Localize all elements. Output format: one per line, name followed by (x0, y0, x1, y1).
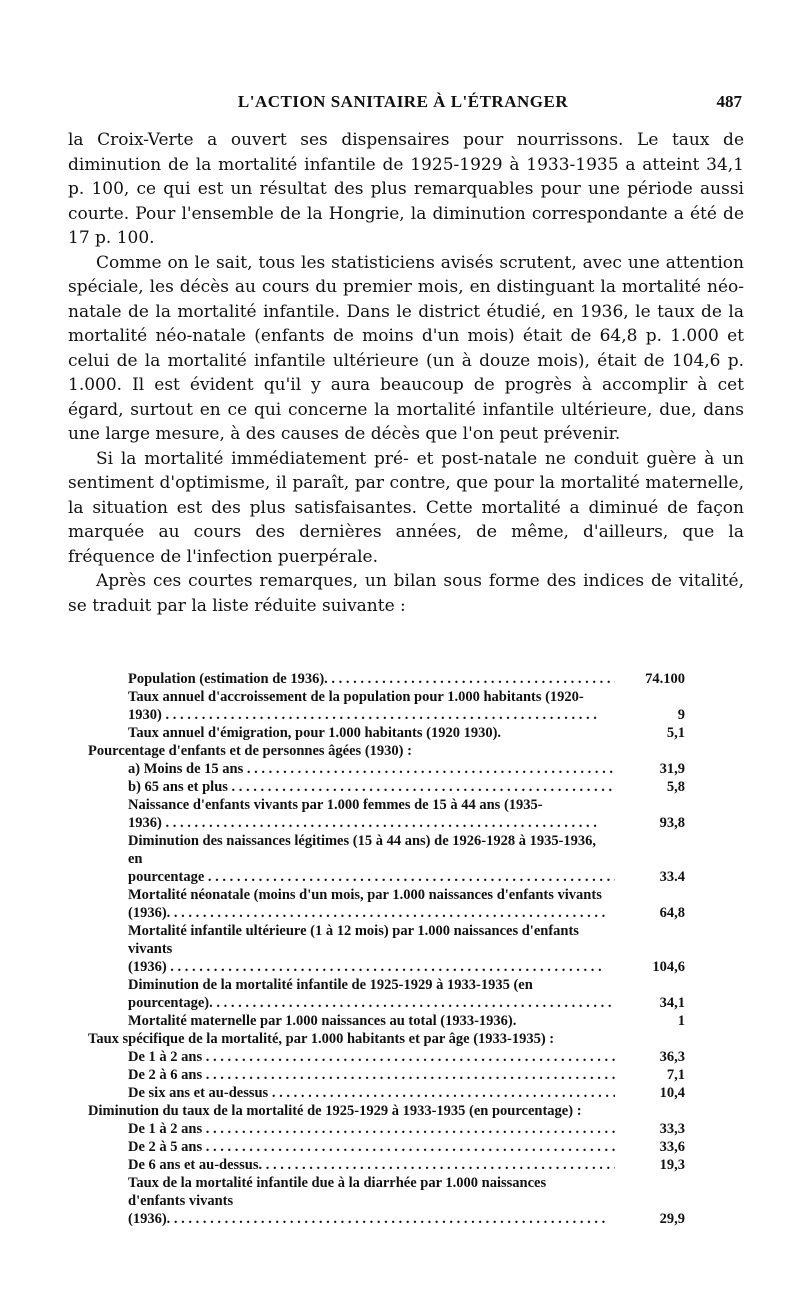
stat-label: Taux de la mortalité infantile due à la diarrhée par 1.000 naissances d'enfants vivants (1936). . . . (128, 1174, 685, 1228)
stat-value: 1 (615, 1012, 685, 1030)
stat-value: 19,3 (615, 1156, 685, 1174)
stat-value: 34,1 (615, 994, 685, 1012)
stat-label: Taux annuel d'accroissement de la population pour 1.000 habitants (1920-1930) . . . (128, 688, 685, 724)
stat-label: Mortalité infantile ultérieure (1 à 12 mois) par 1.000 naissances d'enfants vivants (1936) . . . (128, 922, 685, 976)
stat-label: Taux annuel d'émigration, pour 1.000 habitants (1920 1930). (128, 725, 502, 741)
stat-value: 93,8 (615, 814, 685, 832)
stat-value: 7,1 (615, 1066, 685, 1084)
stat-row-sp-1a2 (60, 1048, 685, 1066)
stat-label: De 2 à 6 ans . . . (128, 1066, 685, 1084)
stat-value: 104,6 (615, 958, 685, 976)
stat-label: De 1 à 2 ans . . . (128, 1120, 685, 1138)
stat-label: Diminution de la mortalité infantile de 1925-1929 à 1933-1935 (en pourcentage). . . . (128, 976, 685, 1012)
running-title: L'ACTION SANITAIRE À L'ÉTRANGER (237, 92, 569, 111)
paragraph: Comme on le sait, tous les statisticiens avisés scrutent, avec une attention spéciale, les décès au cours du premier mois, en distinguant la mortalité néo-natale de la mortalité infantile. Dans le district étudié, en 1936, le taux de la mortalité néo-natale (enfants de moins d'un mois) était de 64,8 p. 1.000 et celui de la mortalité infantile ultérieure (un à douze mois), était de 104,6 p. 1.000. Il est évident qu'il y aura beaucoup de progrès à accomplir à cet égard, surtout en ce qui concerne la mortalité infantile ultérieure, due, dans une large mesure, à des causes de décès que l'on peut prévenir. (68, 252, 744, 444)
stat-row-infantile (60, 922, 685, 976)
stat-heading-diminution (60, 1102, 685, 1120)
stat-row-maternelle (60, 1012, 685, 1030)
stat-heading-pourcentage (60, 742, 685, 760)
stat-label: b) 65 ans et plus . . . (128, 778, 685, 796)
stat-value: 31,9 (615, 760, 685, 778)
paragraph: Après ces courtes remarques, un bilan sous forme des indices de vitalité, se traduit par la liste réduite suivante : (68, 571, 744, 616)
stat-row-neonatale (60, 886, 685, 922)
stat-row-diminution-naissances (60, 832, 685, 886)
stat-label: Mortalité maternelle par 1.000 naissances au total (1933-1936). (128, 1013, 517, 1029)
stat-label: De 2 à 5 ans . . . (128, 1138, 685, 1156)
stat-value: 9 (615, 706, 685, 724)
stat-row-plus65 (60, 778, 685, 796)
stat-value: 74.100 (615, 670, 685, 688)
stat-row-accroissement (60, 688, 685, 724)
stat-label: De 1 à 2 ans . . . (128, 1048, 685, 1066)
page-number: 487 (716, 92, 742, 111)
stat-row-sp-6plus (60, 1084, 685, 1102)
stat-value: 64,8 (615, 904, 685, 922)
paragraph: la Croix-Verte a ouvert ses dispensaires pour nourrissons. Le taux de diminution de la mortalité infantile de 1925-1929 à 1933-1935 a atteint 34,1 p. 100, ce qui est un résultat des plus remarquables pour une période aussi courte. Pour l'ensemble de la Hongrie, la diminution correspondante a été de 17 p. 100. (68, 130, 744, 248)
stat-label: De 6 ans et au-dessus. . . . (128, 1156, 685, 1174)
body-text (68, 128, 744, 618)
stat-row-dm-1a2 (60, 1120, 685, 1138)
stat-label: a) Moins de 15 ans . . . (128, 760, 685, 778)
stat-value: 29,9 (615, 1210, 685, 1228)
stat-heading: Pourcentage d'enfants et de personnes âgées (1930) : (88, 743, 412, 759)
stat-row-naissances (60, 796, 685, 832)
stat-value: 33,6 (615, 1138, 685, 1156)
stat-heading-specifique (60, 1030, 685, 1048)
stat-value: 5,1 (615, 724, 685, 742)
stat-heading: Diminution du taux de la mortalité de 1925-1929 à 1933-1935 (en pourcentage) : (88, 1103, 582, 1119)
stat-label: Population (estimation de 1936). . . . (128, 670, 685, 688)
stat-heading: Taux spécifique de la mortalité, par 1.000 habitants et par âge (1933-1935) : (88, 1031, 555, 1047)
stat-value: 36,3 (615, 1048, 685, 1066)
stat-row-moins15 (60, 760, 685, 778)
stat-label: Diminution des naissances légitimes (15 à 44 ans) de 1926-1928 à 1935-1936, en pourcentage . . . (128, 832, 685, 886)
stat-row-diarrhee (60, 1174, 685, 1228)
stat-row-population (60, 670, 685, 688)
vital-statistics-list (60, 670, 685, 1228)
page-header (68, 88, 742, 118)
stat-value: 10,4 (615, 1084, 685, 1102)
stat-row-sp-2a6 (60, 1066, 685, 1084)
stat-label: Mortalité néonatale (moins d'un mois, par 1.000 naissances d'enfants vivants (1936). . . . (128, 886, 685, 922)
stat-value: 33.4 (615, 868, 685, 886)
stat-value: 5,8 (615, 778, 685, 796)
stat-row-dm-6plus (60, 1156, 685, 1174)
stat-row-dm-2a5 (60, 1138, 685, 1156)
stat-value: 33,3 (615, 1120, 685, 1138)
stat-row-dim-infantile (60, 976, 685, 1012)
stat-row-emigration (60, 724, 685, 742)
stat-label: De six ans et au-dessus . . . (128, 1084, 685, 1102)
stat-label: Naissance d'enfants vivants par 1.000 femmes de 15 à 44 ans (1935-1936) . . . (128, 796, 685, 832)
paragraph: Si la mortalité immédiatement pré- et post-natale ne conduit guère à un sentiment d'optimisme, il paraît, par contre, que pour la mortalité maternelle, la situation est des plus satisfaisantes. Cette mortalité a diminué de façon marquée au cours des dernières années, de même, d'ailleurs, que la fréquence de l'infection puerpérale. (68, 448, 744, 567)
